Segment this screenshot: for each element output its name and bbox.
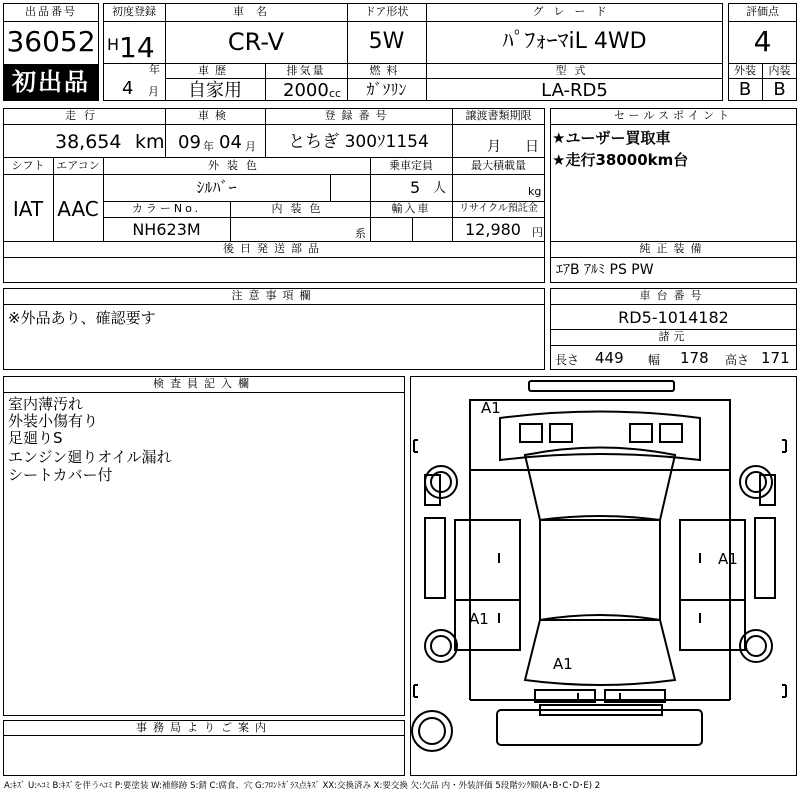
color-no: NH623M bbox=[132, 220, 201, 239]
height: 171 bbox=[761, 349, 790, 367]
height-label: 高さ bbox=[725, 353, 750, 367]
inspector-note: エンジン廻りオイル漏れ bbox=[8, 448, 172, 466]
length-label: 長さ bbox=[555, 353, 580, 367]
inspector-note: 外装小傷有り bbox=[8, 412, 99, 430]
sales-label: セールスポイント bbox=[613, 109, 733, 122]
aircon-label: エアコン bbox=[56, 159, 100, 172]
grade: ﾊﾟﾌｫｰﾏiL 4WD bbox=[502, 29, 647, 54]
displacement-unit: cc bbox=[329, 87, 342, 100]
caution-label: 注意事項欄 bbox=[231, 289, 317, 302]
exterior-color-label: 外装色 bbox=[208, 159, 265, 172]
lot-number: 36052 bbox=[6, 25, 96, 58]
aircon: AAC bbox=[57, 197, 99, 221]
recycle-amount: 12,980 bbox=[465, 220, 521, 239]
inspector-note: 足廻りS bbox=[8, 429, 63, 447]
width: 178 bbox=[680, 349, 709, 367]
interior-color-label: 内装色 bbox=[271, 202, 329, 215]
displacement-label: 排気量 bbox=[286, 64, 326, 77]
inspector-note: 室内薄汚れ bbox=[8, 395, 84, 413]
fuel: ｶﾞｿﾘﾝ bbox=[366, 80, 407, 99]
fuel-label: 燃料 bbox=[369, 64, 404, 77]
exterior-grade-label: 外装 bbox=[734, 64, 756, 77]
plate-label: 登録番号 bbox=[324, 109, 393, 122]
inspection-year-unit: 年 bbox=[203, 140, 214, 153]
inspector-note: シートカバー付 bbox=[8, 466, 113, 484]
width-label: 幅 bbox=[648, 353, 661, 367]
damage-mark: A1 bbox=[718, 550, 738, 568]
first-reg-label: 初度登録 bbox=[112, 5, 156, 18]
load-label: 最大積載量 bbox=[471, 159, 526, 172]
caution-text: ※外品あり、確認要す bbox=[8, 309, 156, 327]
door-label: ドア形状 bbox=[364, 5, 409, 18]
capacity: 5 bbox=[410, 178, 421, 197]
capacity-label: 乗車定員 bbox=[389, 159, 433, 172]
interior-grade: B bbox=[773, 79, 786, 100]
equipment-text: ｴｱB ｱﾙﾐ PS PW bbox=[556, 262, 654, 278]
inspection-month: 04 bbox=[219, 132, 242, 153]
first-reg-month: 4 bbox=[122, 78, 134, 99]
car-name-label: 車名 bbox=[233, 5, 279, 18]
grade-label: グレード bbox=[532, 5, 617, 18]
month-unit: 月 bbox=[148, 85, 159, 98]
first-reg-year: 14 bbox=[119, 31, 155, 64]
sales-point: ★ユーザー買取車 bbox=[552, 129, 671, 147]
interior-color-unit: 系 bbox=[355, 227, 366, 240]
load-unit: kg bbox=[528, 185, 542, 198]
history-label: 車歴 bbox=[198, 64, 232, 77]
displacement: 2000 bbox=[283, 80, 329, 101]
transfer-day-unit: 日 bbox=[525, 139, 539, 155]
interior-grade-label: 内装 bbox=[768, 64, 791, 77]
inspection-month-unit: 月 bbox=[245, 140, 256, 153]
inspection-year: 09 bbox=[178, 132, 201, 153]
transfer-month-unit: 月 bbox=[487, 139, 501, 155]
mileage-label: 走行 bbox=[65, 109, 103, 122]
lot-label: 出品番号 bbox=[25, 5, 77, 18]
damage-mark: A1 bbox=[553, 655, 573, 673]
later-parts-label: 後日発送部品 bbox=[223, 242, 325, 255]
door-type: 5W bbox=[368, 29, 405, 54]
model: LA-RD5 bbox=[541, 80, 608, 101]
score: 4 bbox=[753, 25, 772, 58]
exterior-color: ｼﾙﾊﾞｰ bbox=[196, 178, 237, 197]
equipment-label: 純正装備 bbox=[639, 242, 708, 255]
damage-mark: A1 bbox=[469, 610, 489, 628]
era: H bbox=[107, 35, 120, 54]
capacity-unit: 人 bbox=[433, 181, 447, 196]
inspection-label: 車検 bbox=[198, 109, 232, 122]
recycle-unit: 円 bbox=[532, 226, 543, 239]
mileage: 38,654 bbox=[55, 131, 122, 153]
import-label: 輸入車 bbox=[391, 202, 431, 215]
exterior-grade: B bbox=[738, 79, 752, 100]
first-listing-text: 初出品 bbox=[12, 68, 90, 96]
recycle-label: リサイクル預託金 bbox=[459, 203, 538, 214]
score-label: 評価点 bbox=[746, 5, 779, 18]
shift-label: シフト bbox=[11, 159, 45, 172]
legend: A:ｷｽﾞ U:ﾍｺﾐ B:ｷｽﾞを伴うﾍｺﾐ P:要塗装 W:補修跡 S:錆 C:腐食、穴 G:ﾌﾛﾝﾄｶﾞﾗｽ点ｷｽﾞ XX:交換済み X:要交換 欠:欠品 内・外装評価 5段階ﾗﾝｸ順(A･B･C･D･E) 2 bbox=[4, 781, 601, 791]
history: 自家用 bbox=[188, 80, 242, 101]
chassis-number: RD5-1014182 bbox=[618, 308, 729, 327]
chassis-label: 車台番号 bbox=[639, 289, 708, 302]
damage-mark: A1 bbox=[481, 399, 501, 417]
length: 449 bbox=[595, 349, 624, 367]
sales-point: ★走行38000km台 bbox=[552, 151, 689, 169]
color-no-label: カラーNo. bbox=[131, 202, 202, 215]
transfer-label: 譲渡書類期限 bbox=[465, 109, 532, 122]
plate: とちぎ 300ｿ1154 bbox=[288, 132, 429, 152]
model-label: 型式 bbox=[555, 64, 594, 77]
car-name: CR-V bbox=[227, 28, 285, 56]
mileage-unit: km bbox=[135, 131, 165, 153]
inspector-label: 検査員記入欄 bbox=[153, 377, 255, 390]
shift: IAT bbox=[12, 197, 44, 221]
dims-label: 諸元 bbox=[658, 330, 689, 343]
office-label: 事務局よりご案内 bbox=[136, 721, 272, 734]
year-unit: 年 bbox=[149, 63, 160, 76]
